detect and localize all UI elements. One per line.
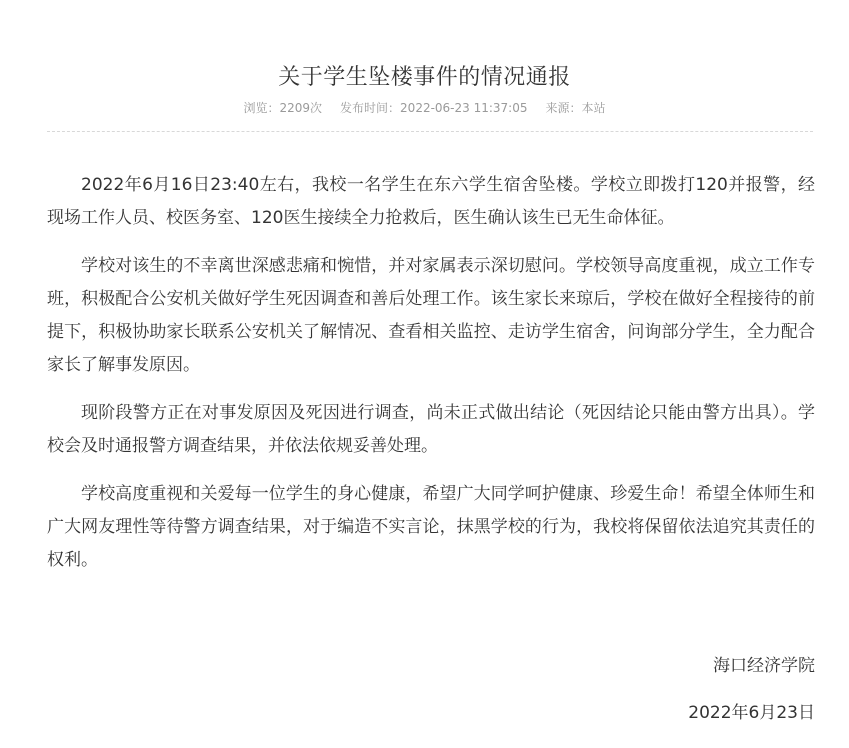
views-count: 2209次 xyxy=(279,101,323,115)
paragraph-4: 学校高度重视和关爱每一位学生的身心健康，希望广大同学呵护健康、珍爱生命！希望全体师生和广大网友理性等待警方调查结果，对于编造不实言论，抹黑学校的行为，我校将保留依法追究其责任的权利。 xyxy=(47,484,815,570)
published-label: 发布时间： xyxy=(340,101,401,115)
article-title: 关于学生坠楼事件的情况通报 xyxy=(278,65,571,90)
source-label: 来源： xyxy=(545,101,582,115)
signature-organization: 海口经济学院 xyxy=(713,656,815,676)
paragraph-3: 现阶段警方正在对事发原因及死因进行调查，尚未正式做出结论（死因结论只能由警方出具）。学校会及时通报警方调查结果，并依法依规妥善处理。 xyxy=(47,403,815,456)
published-time: 2022-06-23 11:37:05 xyxy=(400,101,528,115)
article-meta xyxy=(0,99,849,117)
article-body xyxy=(47,169,815,592)
source-value: 本站 xyxy=(581,101,606,115)
title-divider xyxy=(47,131,813,132)
paragraph-1: 2022年6月16日23:40左右，我校一名学生在东六学生宿舍坠楼。学校立即拨打120并报警，经现场工作人员、校医务室、120医生接续全力抢救后，医生确认该生已无生命体征。 xyxy=(47,175,815,228)
signature-date: 2022年6月23日 xyxy=(688,703,815,723)
paragraph-2: 学校对该生的不幸离世深感悲痛和惋惜，并对家属表示深切慰问。学校领导高度重视，成立工作专班，积极配合公安机关做好学生死因调查和善后处理工作。该生家长来琼后，学校在做好全程接待的前提下，积极协助家长联系公安机关了解情况、查看相关监控、走访学生宿舍，问询部分学生，全力配合家长了解事发原因。 xyxy=(47,256,815,375)
views-label: 浏览： xyxy=(243,101,280,115)
